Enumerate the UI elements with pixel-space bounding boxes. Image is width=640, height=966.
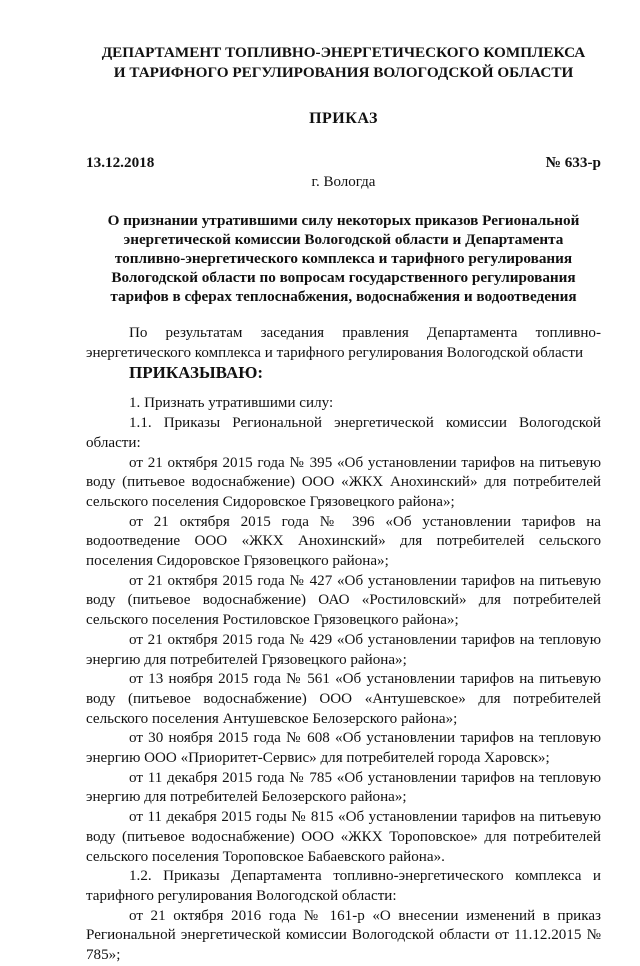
list-item: от 30 ноября 2015 года № 608 «Об установлении тарифов на тепловую энергию ООО «Приоритет-Сервис» для потребителей города Харовск»; xyxy=(86,730,601,767)
document-date: 13.12.2018 xyxy=(86,154,155,171)
item-1-2: 1.2. Приказы Департамента топливно-энергетического комплекса и тарифного регулирования Вологодской области: xyxy=(86,868,601,904)
list-item: от 13 ноября 2015 года № 561 «Об установлении тарифов на питьевую воду (питьевое водоснабжение) ООО «Антушевское» для потребителей сельского поселения Антушевское Белозерского района»; xyxy=(86,671,601,727)
list-item: от 21 октября 2015 года № 427 «Об установлении тарифов на питьевую воду (питьевое водоснабжение) ОАО «Ростиловский» для потребителей сельского поселения Ростиловское Грязовецкого района»; xyxy=(86,572,601,629)
list-item: от 11 декабря 2015 годы № 815 «Об установлении тарифов на питьевую воду (питьевое водоснабжение) ООО «ЖКХ Тороповское» для потребителей сельского поселения Тороповское Бабаевского района». xyxy=(86,809,601,865)
document-title xyxy=(86,211,601,306)
item-1: 1. Признать утратившими силу: xyxy=(129,395,334,412)
title-line: тарифов в сферах теплоснабжения, водоснабжения и водоотведения xyxy=(110,288,577,305)
preamble-paragraph: По результатам заседания правления Департамента топливно-энергетического комплекса и тарифного регулирования Вологодской области xyxy=(86,325,601,361)
document-type: ПРИКАЗ xyxy=(309,110,378,127)
title-line: Вологодской области по вопросам государственного регулирования xyxy=(111,269,576,286)
list-item: от 21 октября 2016 года № 161-р «О внесении изменений в приказ Региональной энергетической комиссии Вологодской области от 11.12.2015 № 785»; xyxy=(86,907,601,964)
date-number-row xyxy=(86,153,601,172)
item-1-1: 1.1. Приказы Региональной энергетической комиссии Вологодской области: xyxy=(86,415,601,451)
title-line: энергетической комиссии Вологодской области и Департамента xyxy=(123,231,564,248)
title-line: О признании утратившими силу некоторых приказов Региональной xyxy=(107,212,580,229)
department-header xyxy=(86,43,601,83)
list-item: от 11 декабря 2015 года № 785 «Об установлении тарифов на тепловую энергию для потребителей Белозерского района»; xyxy=(86,769,601,806)
list-item: от 21 октября 2015 года № 429 «Об установлении тарифов на тепловую энергию для потребителей Грязовецкого района»; xyxy=(86,631,601,668)
order-word: ПРИКАЗЫВАЮ: xyxy=(129,363,264,383)
department-line-2: И ТАРИФНОГО РЕГУЛИРОВАНИЯ ВОЛОГОДСКОЙ ОБЛАСТИ xyxy=(113,64,574,81)
department-line-1: ДЕПАРТАМЕНТ ТОПЛИВНО-ЭНЕРГЕТИЧЕСКОГО КОМПЛЕКСА xyxy=(101,44,586,61)
title-line: топливно-энергетического комплекса и тарифного регулирования xyxy=(114,250,573,267)
spacer xyxy=(86,383,601,394)
list-item: от 21 октября 2015 года № 396 «Об установлении тарифов на водоотведение ООО «ЖКХ Анохинский» для потребителей сельского поселения Сидоровское Грязовецкого района»; xyxy=(86,513,601,570)
list-item: от 21 октября 2015 года № 395 «Об установлении тарифов на питьевую воду (питьевое водоснабжение) ООО «ЖКХ Анохинский» для потребителей сельского поселения Сидоровское Грязовецкого района»; xyxy=(86,454,601,510)
document-city: г. Вологда xyxy=(311,174,376,190)
document-body xyxy=(86,324,601,966)
document-number: № 633-р xyxy=(545,154,601,171)
